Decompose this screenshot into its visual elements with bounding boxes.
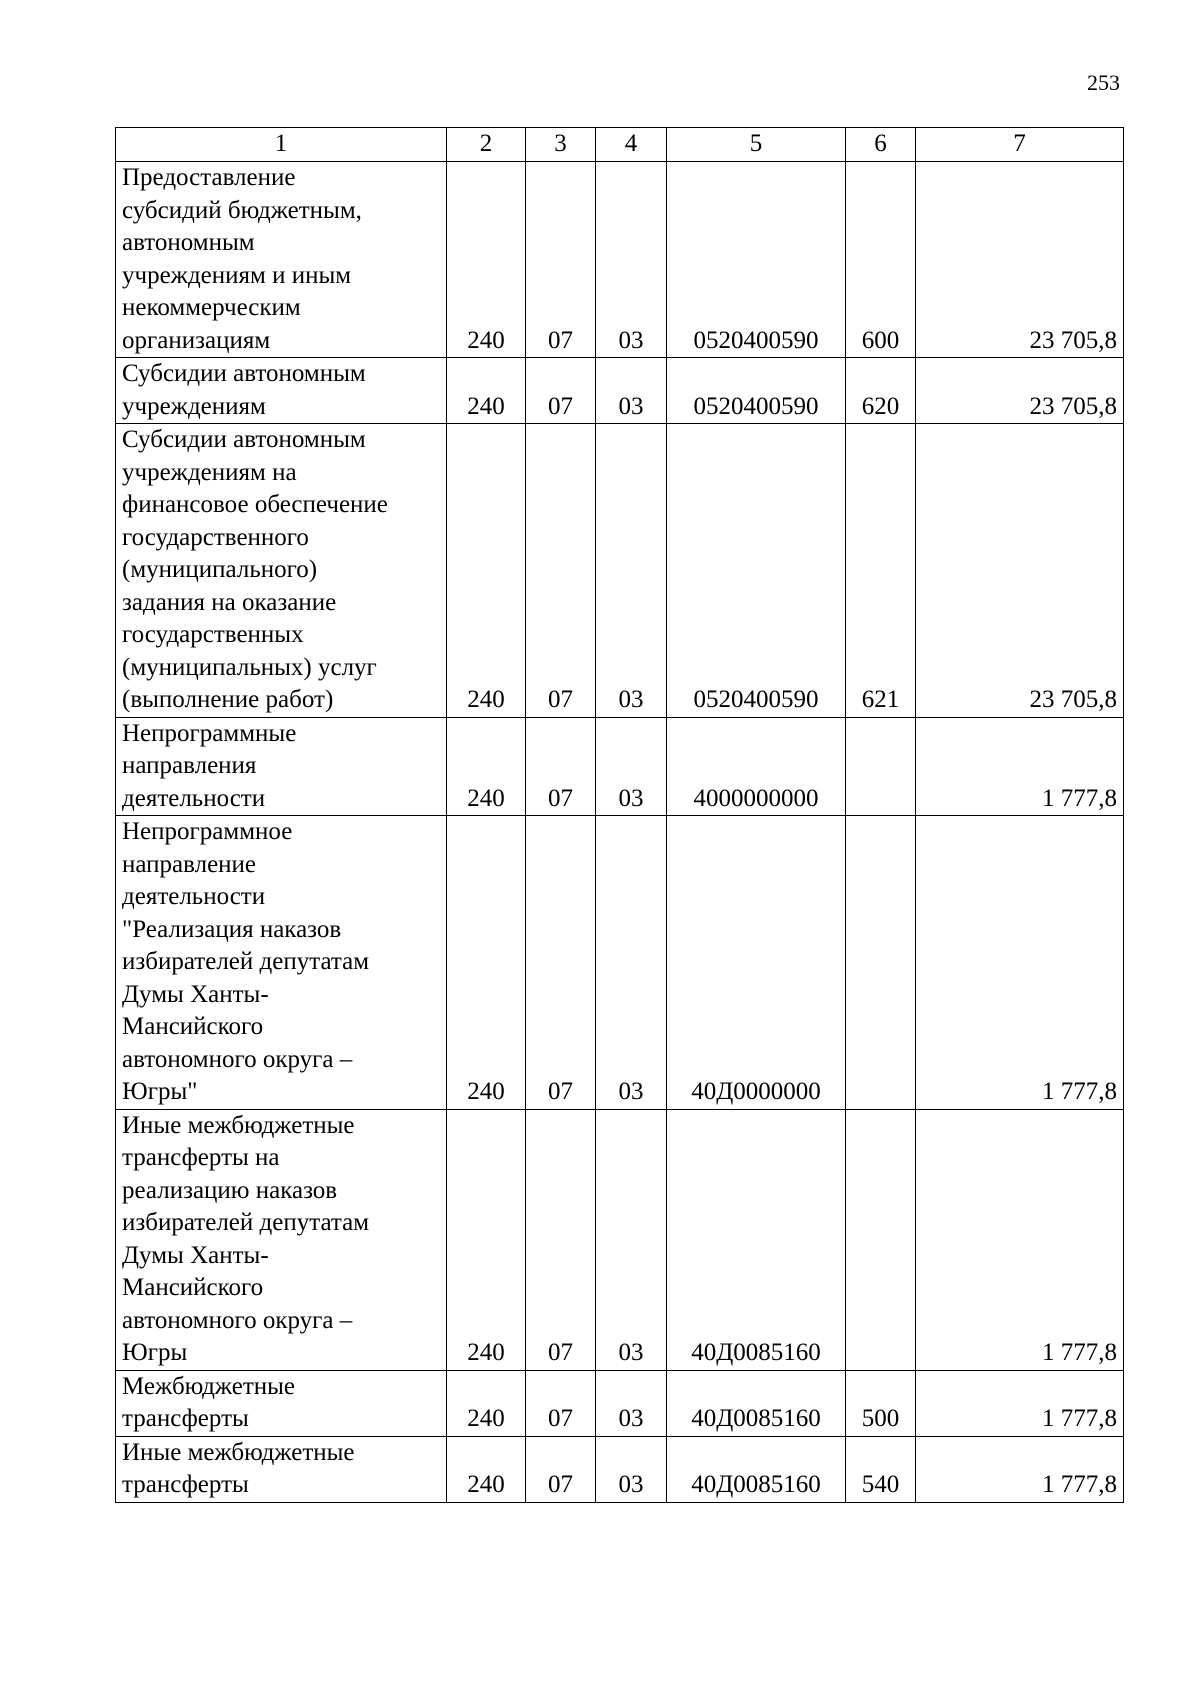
- cell-admin-code: 240: [447, 358, 526, 424]
- cell-subsection: 03: [596, 162, 667, 358]
- cell-amount: 1 777,8: [916, 1370, 1124, 1436]
- cell-amount: 23 705,8: [916, 162, 1124, 358]
- description-line: Думы Ханты-: [122, 980, 269, 1008]
- cell-section: 07: [526, 162, 596, 358]
- cell-section: 07: [526, 1370, 596, 1436]
- row-description: [116, 1370, 447, 1436]
- cell-section: 07: [526, 1436, 596, 1502]
- description-line: "Реализация наказов: [122, 915, 342, 943]
- table-body: [116, 162, 1124, 1503]
- column-header: 6: [846, 128, 916, 162]
- description-line: субсидий бюджетным,: [122, 196, 362, 224]
- cell-subsection: 03: [596, 424, 667, 718]
- description-line: направление: [122, 850, 257, 878]
- description-line: (выполнение работ): [122, 686, 334, 713]
- cell-expense-type: 620: [846, 358, 916, 424]
- cell-subsection: 03: [596, 1109, 667, 1370]
- cell-amount: 1 777,8: [916, 1109, 1124, 1370]
- cell-expense-type: 600: [846, 162, 916, 358]
- description-line: Иные межбюджетные: [122, 1111, 355, 1139]
- description-line: задания на оказание: [122, 588, 337, 616]
- table-row: [116, 1436, 1124, 1502]
- description-line: (муниципальных) услуг: [122, 653, 377, 681]
- description-line: Югры: [122, 1339, 188, 1366]
- description-line: Межбюджетные: [122, 1372, 296, 1400]
- description-line: избирателей депутатам: [122, 948, 370, 975]
- column-header: 2: [447, 128, 526, 162]
- description-line: Непрограммное: [122, 818, 293, 845]
- column-header: 1: [116, 128, 447, 162]
- description-line: избирателей депутатам: [122, 1209, 370, 1236]
- row-description: [116, 1109, 447, 1370]
- description-line: автономного округа –: [122, 1306, 353, 1334]
- cell-expense-type: 621: [846, 424, 916, 718]
- description-line: некоммерческим: [122, 294, 301, 321]
- description-line: реализацию наказов: [122, 1176, 338, 1204]
- description-line: Думы Ханты-: [122, 1241, 269, 1269]
- cell-amount: 1 777,8: [916, 717, 1124, 816]
- cell-target-article: 4000000000: [667, 717, 846, 816]
- cell-expense-type: [846, 816, 916, 1110]
- cell-amount: 1 777,8: [916, 1436, 1124, 1502]
- description-line: Югры": [122, 1078, 198, 1105]
- cell-admin-code: 240: [447, 816, 526, 1110]
- cell-expense-type: 540: [846, 1436, 916, 1502]
- cell-section: 07: [526, 1109, 596, 1370]
- table-row: [116, 1370, 1124, 1436]
- cell-admin-code: 240: [447, 1370, 526, 1436]
- cell-amount: 23 705,8: [916, 424, 1124, 718]
- description-line: государственных: [122, 621, 304, 648]
- cell-admin-code: 240: [447, 717, 526, 816]
- cell-target-article: 0520400590: [667, 424, 846, 718]
- description-line: деятельности: [122, 784, 266, 812]
- cell-target-article: 0520400590: [667, 162, 846, 358]
- table-row: [116, 358, 1124, 424]
- cell-admin-code: 240: [447, 1436, 526, 1502]
- budget-table: [115, 127, 1124, 1503]
- description-line: государственного: [122, 523, 309, 551]
- description-line: Мансийского: [122, 1013, 264, 1040]
- description-line: Субсидии автономным: [122, 360, 366, 387]
- row-description: [116, 424, 447, 718]
- cell-expense-type: 500: [846, 1370, 916, 1436]
- row-description: [116, 1436, 447, 1502]
- row-description: [116, 717, 447, 816]
- cell-admin-code: 240: [447, 162, 526, 358]
- description-line: трансферты: [122, 1471, 249, 1498]
- column-header: 5: [667, 128, 846, 162]
- description-line: трансферты на: [122, 1144, 280, 1171]
- cell-subsection: 03: [596, 1370, 667, 1436]
- cell-target-article: 0520400590: [667, 358, 846, 424]
- cell-admin-code: 240: [447, 424, 526, 718]
- cell-section: 07: [526, 717, 596, 816]
- cell-target-article: 40Д0085160: [667, 1436, 846, 1502]
- cell-admin-code: 240: [447, 1109, 526, 1370]
- column-header: 3: [526, 128, 596, 162]
- table-row: [116, 717, 1124, 816]
- description-line: учреждениям: [122, 392, 266, 420]
- table-row: [116, 816, 1124, 1110]
- description-line: (муниципального): [122, 556, 318, 583]
- description-line: Предоставление: [122, 164, 296, 191]
- page-number: 253: [1087, 70, 1120, 95]
- column-header: 7: [916, 128, 1124, 162]
- cell-subsection: 03: [596, 717, 667, 816]
- description-line: учреждениям и иным: [122, 261, 352, 289]
- description-line: автономным: [122, 229, 255, 256]
- table-row: [116, 162, 1124, 358]
- cell-subsection: 03: [596, 358, 667, 424]
- column-header: 4: [596, 128, 667, 162]
- description-line: направления: [122, 752, 257, 779]
- table-row: [116, 424, 1124, 718]
- cell-expense-type: [846, 717, 916, 816]
- cell-subsection: 03: [596, 1436, 667, 1502]
- description-line: автономного округа –: [122, 1045, 353, 1073]
- header-row: [116, 128, 1124, 162]
- cell-target-article: 40Д0000000: [667, 816, 846, 1110]
- description-line: Непрограммные: [122, 719, 297, 747]
- cell-expense-type: [846, 1109, 916, 1370]
- description-line: Субсидии автономным: [122, 426, 366, 453]
- description-line: учреждениям на: [122, 458, 297, 486]
- cell-amount: 23 705,8: [916, 358, 1124, 424]
- cell-target-article: 40Д0085160: [667, 1109, 846, 1370]
- description-line: финансовое обеспечение: [122, 491, 388, 518]
- table-row: [116, 1109, 1124, 1370]
- row-description: [116, 816, 447, 1110]
- cell-section: 07: [526, 424, 596, 718]
- description-line: Мансийского: [122, 1274, 264, 1301]
- description-line: организациям: [122, 326, 271, 354]
- description-line: деятельности: [122, 883, 266, 910]
- cell-section: 07: [526, 358, 596, 424]
- cell-amount: 1 777,8: [916, 816, 1124, 1110]
- description-line: трансферты: [122, 1405, 249, 1432]
- cell-subsection: 03: [596, 816, 667, 1110]
- row-description: [116, 162, 447, 358]
- row-description: [116, 358, 447, 424]
- cell-target-article: 40Д0085160: [667, 1370, 846, 1436]
- description-line: Иные межбюджетные: [122, 1438, 355, 1466]
- cell-section: 07: [526, 816, 596, 1110]
